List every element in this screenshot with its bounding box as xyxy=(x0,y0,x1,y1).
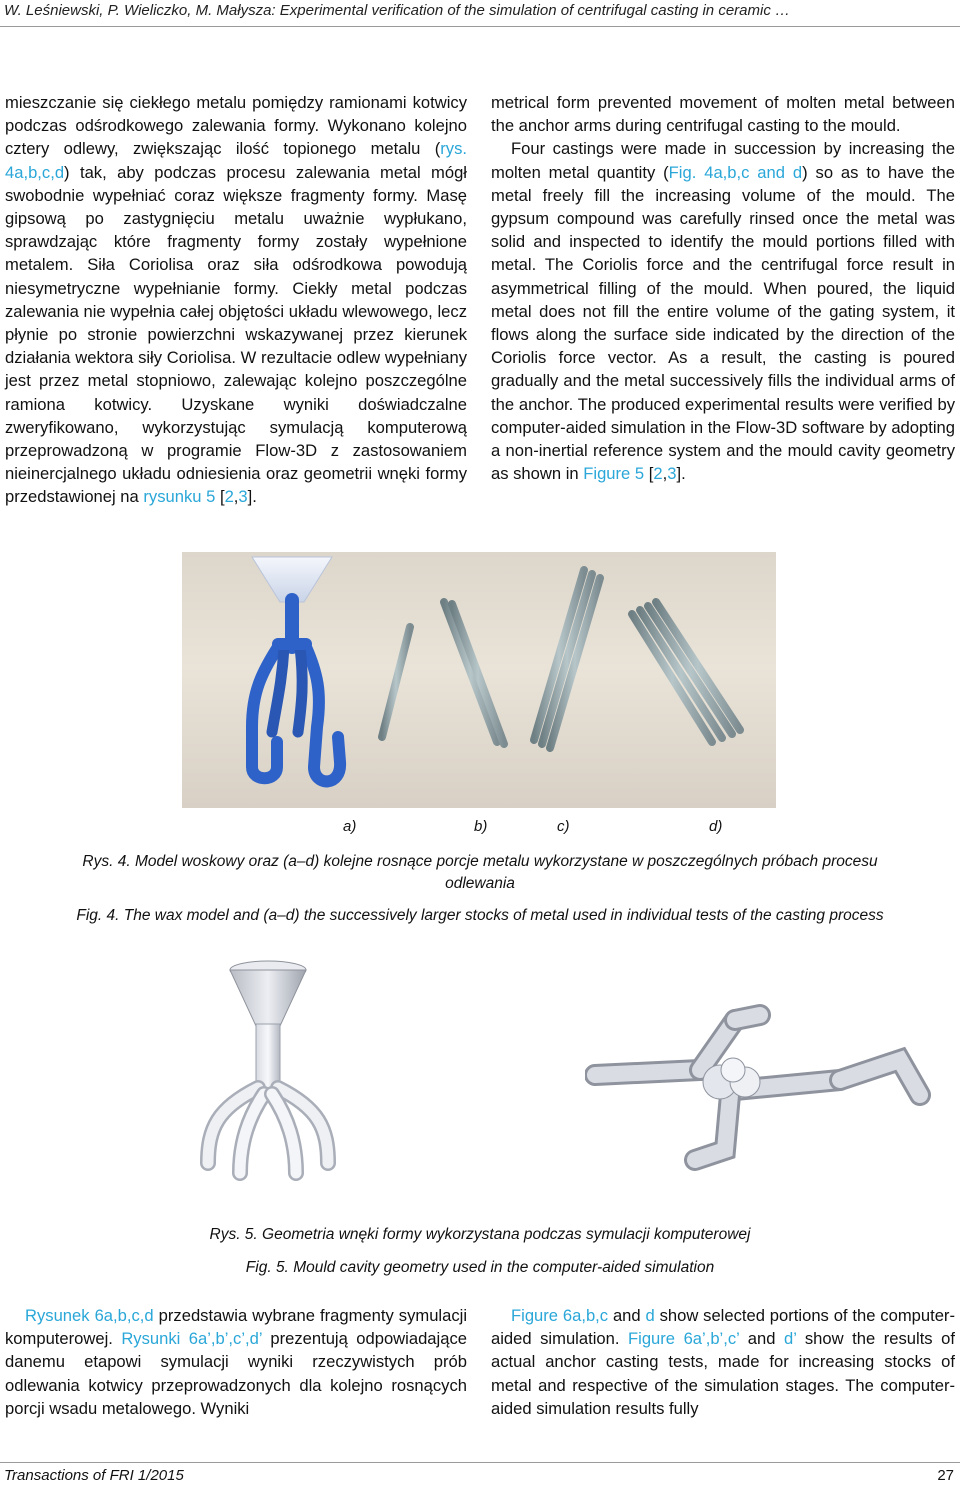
journal-name: Transactions of FRI 1/2015 xyxy=(4,1467,184,1484)
metal-rods-d-left xyxy=(534,570,600,748)
citation-link[interactable]: 3 xyxy=(667,464,677,484)
figure-reference-link[interactable]: Rysunek 6a,b,c,d xyxy=(25,1306,154,1325)
footer-rule xyxy=(0,1462,960,1463)
figure-reference-link[interactable]: Rysunki 6a’,b’,c’,d’ xyxy=(121,1329,262,1349)
figure-5-caption-en: Fig. 5. Mould cavity geometry used in the computer-aided simulation xyxy=(245,1259,715,1276)
figure-4-caption-en: Fig. 4. The wax model and (a–d) the successively larger stocks of metal used in individual tests of the casting process xyxy=(76,907,884,924)
figure-reference-link[interactable]: d’ xyxy=(784,1329,797,1349)
citation-link[interactable]: 2 xyxy=(653,464,663,484)
figure-5-caption-pl: Rys. 5. Geometria wnęki formy wykorzystana podczas symulacji komputerowej xyxy=(209,1226,751,1243)
citation-link[interactable]: 3 xyxy=(238,487,248,507)
bottom-right-column-text xyxy=(491,1304,955,1420)
right-paragraph-2: Four castings were made in succession by increasing the molten metal quantity (Fig. 4a,b,c and d) so as to have the metal freely fill the increasing volume of the mould. The gypsum compound was carefully rinsed once the metal was solid and inspected to identify the mould portions filled with metal. The Coriolis force and the centrifugal force result in asymmetrical filling of the mould. When poured, the liquid metal does not fill the entire volume of the gating system, it flows along the surface side indicated by the direction of the Coriolis force vector. As a result, the casting is poured gradually and the metal successively fills the individual arms of the anchor. The produced experimental results were verified by computer-aided simulation in the Flow-3D software by adopting a non-inertial reference system and the mould cavity geometry as shown in Figure 5 [2,3]. xyxy=(491,139,955,484)
figure-4-label-a: a) xyxy=(343,818,357,835)
right-column-text xyxy=(491,91,955,485)
figure-5-gating-system-render xyxy=(178,958,358,1188)
metal-rods-d-right xyxy=(632,602,740,742)
figure-4-label-b: b) xyxy=(474,818,488,835)
wax-model-and-metal-rods-illustration xyxy=(182,552,776,808)
right-paragraph-1: metrical form prevented movement of molten metal between the anchor arms during centrifugal casting to the mould. xyxy=(491,93,955,136)
bottom-left-paragraph: Rysunek 6a,b,c,d przedstawia wybrane fragmenty symulacji komputerowej. Rysunki 6a’,b’,c’,d’ prezentują odpowiadające danemu etapowi symulacji wyniki rzeczywistych prób odlewania kotwicy przeprowadzonych dla kolejno rosnących porcji wsadu metalowego. Wyniki xyxy=(5,1306,468,1418)
figure-reference-link[interactable]: rysunku 5 xyxy=(143,487,216,507)
figure-reference-link[interactable]: Fig. 4a,b,c and d xyxy=(668,162,803,182)
metal-rods-b xyxy=(382,627,410,737)
left-column-text xyxy=(5,91,467,509)
page-number: 27 xyxy=(937,1467,954,1484)
figure-4-label-d: d) xyxy=(709,818,723,835)
left-paragraph: mieszczanie się ciekłego metalu pomiędzy ramionami kotwicy podczas odśrodkowego zalewania formy. Wykonano kolejno cztery odlewy, zwiększając ilość topionego metalu (rys. 4a,b,c,d) tak, aby podczas procesu zalewania metal mógł swobodnie wypełniać coraz większe fragmenty formy. Masę gipsową po zastygnięciu metalu uważnie wypłukano, sprawdzając które fragmenty formy zostały wypełnione metalem. Siła Coriolisa oraz siła odśrodkowa powodują niesymetryczne wypełnianie formy. Ciekły metal podczas zalewania nie wypełnia całej objętości układu wlewowego, lecz płynie po stronie powierzchni wskazywanej przez kierunek działania wektora siły Coriolisa. W rezultacie odlew wypełniany jest przez metal stopniowo, zalewając kolejno poszczególne ramiona kotwicy. Uzyskane wyniki doświadczalne zweryfikowano, wykorzystując symulacją komputerową przeprowadzoną w programie Flow-3D z zastosowaniem nieinercjalnego układu odniesienia oraz geometrii wnęki formy przedstawionej na rysunku 5 [2,3]. xyxy=(5,93,467,507)
bottom-right-paragraph: Figure 6a,b,c and d show selected portions of the computer-aided simulation. Figure 6a’,b’,c’ and d’ show the results of actual anchor casting tests, made for increasing stocks of metal and respective of the simulation stages. The computer-aided simulation results fully xyxy=(491,1306,955,1418)
figure-reference-link[interactable]: rys. 4a,b,c,d xyxy=(5,139,467,182)
figure-5-anchor-geometry-render xyxy=(585,1000,940,1175)
figure-reference-link[interactable]: Figure 6a’,b’,c’ xyxy=(628,1329,740,1349)
figure-reference-link[interactable]: Figure 5 xyxy=(583,464,645,484)
metal-rods-c xyxy=(444,602,504,744)
figure-4-caption-pl: Rys. 4. Model woskowy oraz (a–d) kolejne rosnące porcje metalu wykorzystane w poszczególnych próbach procesu odlewania xyxy=(82,853,878,892)
figure-4-photo xyxy=(182,552,776,808)
figure-reference-link[interactable]: d xyxy=(645,1306,655,1325)
citation-link[interactable]: 2 xyxy=(224,487,234,507)
wax-model xyxy=(252,557,340,781)
bottom-left-column-text xyxy=(5,1304,467,1420)
running-header: W. Leśniewski, P. Wieliczko, M. Małysza: Experimental verification of the simulation of centrifugal casting in ceramic … xyxy=(4,2,790,19)
header-rule xyxy=(0,26,960,27)
figure-reference-link[interactable]: Figure 6a,b,c xyxy=(511,1306,609,1325)
figure-4-label-c: c) xyxy=(557,818,570,835)
